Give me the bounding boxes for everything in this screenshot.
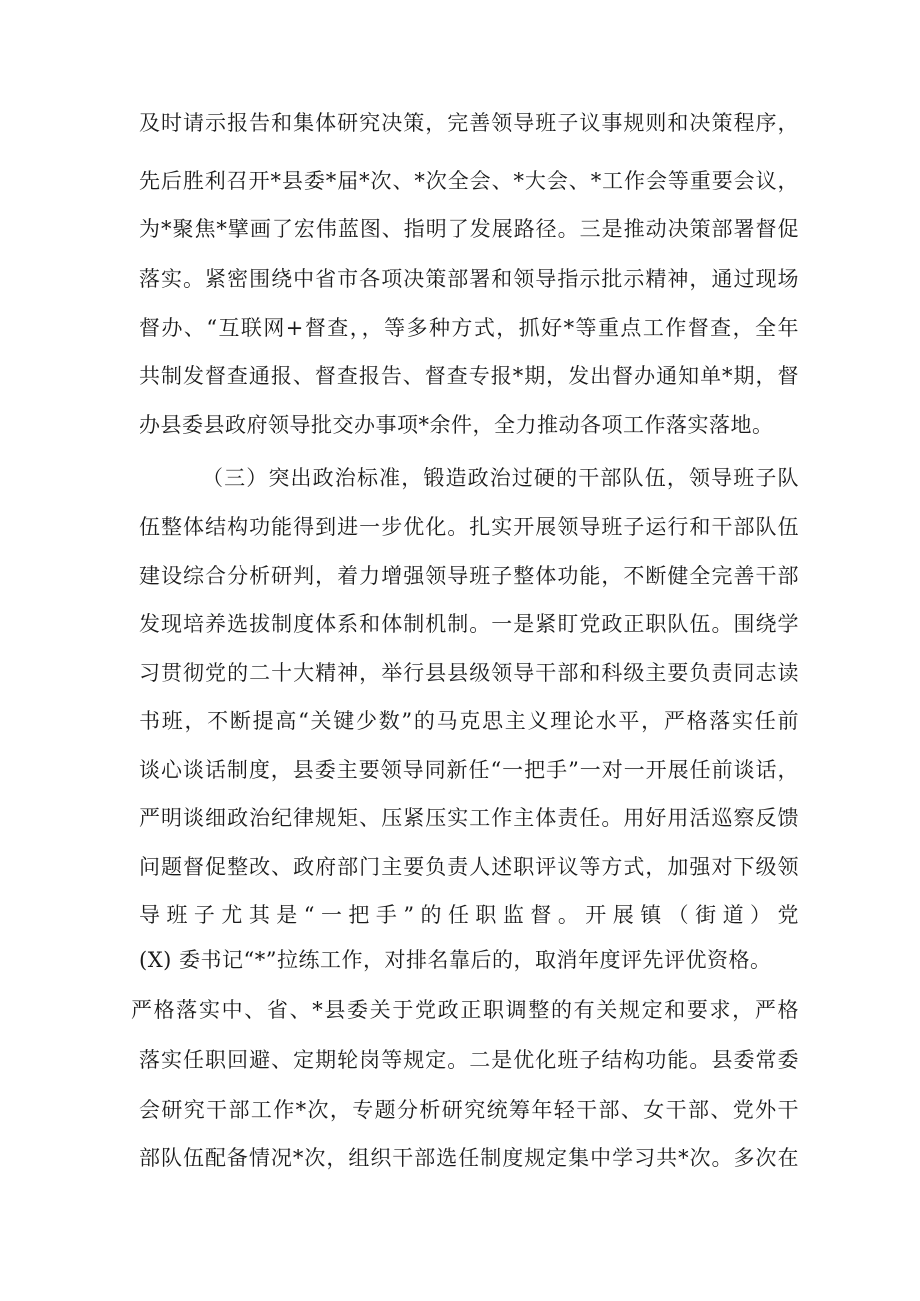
text-line: 办县委县政府领导批交办事项*余件，全力推动各项工作落实落地。 bbox=[139, 413, 774, 437]
text-line: 建设综合分析研判，着力增强领导班子整体功能，不断健全完善干部 bbox=[139, 564, 799, 588]
text-line: 导班子尤其是“一把手”的任职监督。开展镇（街道）党 bbox=[139, 903, 799, 927]
text-line: 习贯彻党的二十大精神，举行县县级领导干部和科级主要负责同志读 bbox=[139, 661, 799, 685]
text-line: 严明谈细政治纪律规矩、压紧压实工作主体责任。用好用活巡察反馈 bbox=[139, 806, 799, 830]
text-line: 伍整体结构功能得到进一步优化。扎实开展领导班子运行和干部队伍 bbox=[139, 515, 799, 539]
text-line: 落实。紧密围绕中省市各项决策部署和领导指示批示精神，通过现场 bbox=[139, 267, 799, 291]
text-line: 及时请示报告和集体研究决策，完善领导班子议事规则和决策程序， bbox=[139, 111, 799, 135]
text-line: 谈心谈话制度，县委主要领导同新任“一把手”一对一开展任前谈话， bbox=[139, 758, 799, 782]
text-line: 严格落实中、省、*县委关于党政正职调整的有关规定和要求，严格 bbox=[131, 998, 799, 1022]
text-line: 共制发督查通报、督查报告、督查专报*期，发出督办通知单*期，督 bbox=[139, 364, 799, 388]
text-line: (X) 委书记“*”拉练工作，对排名靠后的，取消年度评先评优资格。 bbox=[139, 948, 772, 972]
text-line: 落实任职回避、定期轮岗等规定。二是优化班子结构功能。县委常委 bbox=[139, 1048, 799, 1072]
section-heading-line: （三）突出政治标准，锻造政治过硬的干部队伍，领导班子队 bbox=[202, 466, 799, 490]
text-line: 问题督促整改、政府部门主要负责人述职评议等方式，加强对下级领 bbox=[139, 855, 799, 879]
text-line: 先后胜利召开*县委*届*次、*次全会、*大会、*工作会等重要会议， bbox=[139, 169, 799, 193]
text-line: 会研究干部工作*次，专题分析研究统筹年轻干部、女干部、党外干 bbox=[139, 1098, 799, 1122]
text-line: 书班，不断提高“关键少数”的马克思主义理论水平，严格落实任前 bbox=[139, 709, 799, 733]
text-line: 发现培养选拔制度体系和体制机制。一是紧盯党政正职队伍。围绕学 bbox=[139, 612, 799, 636]
text-line: 督办、“互联网+督查，，等多种方式，抓好*等重点工作督查，全年 bbox=[139, 316, 799, 340]
text-line: 为*聚焦*擘画了宏伟蓝图、指明了发展路径。三是推动决策部署督促 bbox=[139, 217, 799, 241]
text-line: 部队伍配备情况*次，组织干部选任制度规定集中学习共*次。多次在 bbox=[139, 1146, 799, 1170]
